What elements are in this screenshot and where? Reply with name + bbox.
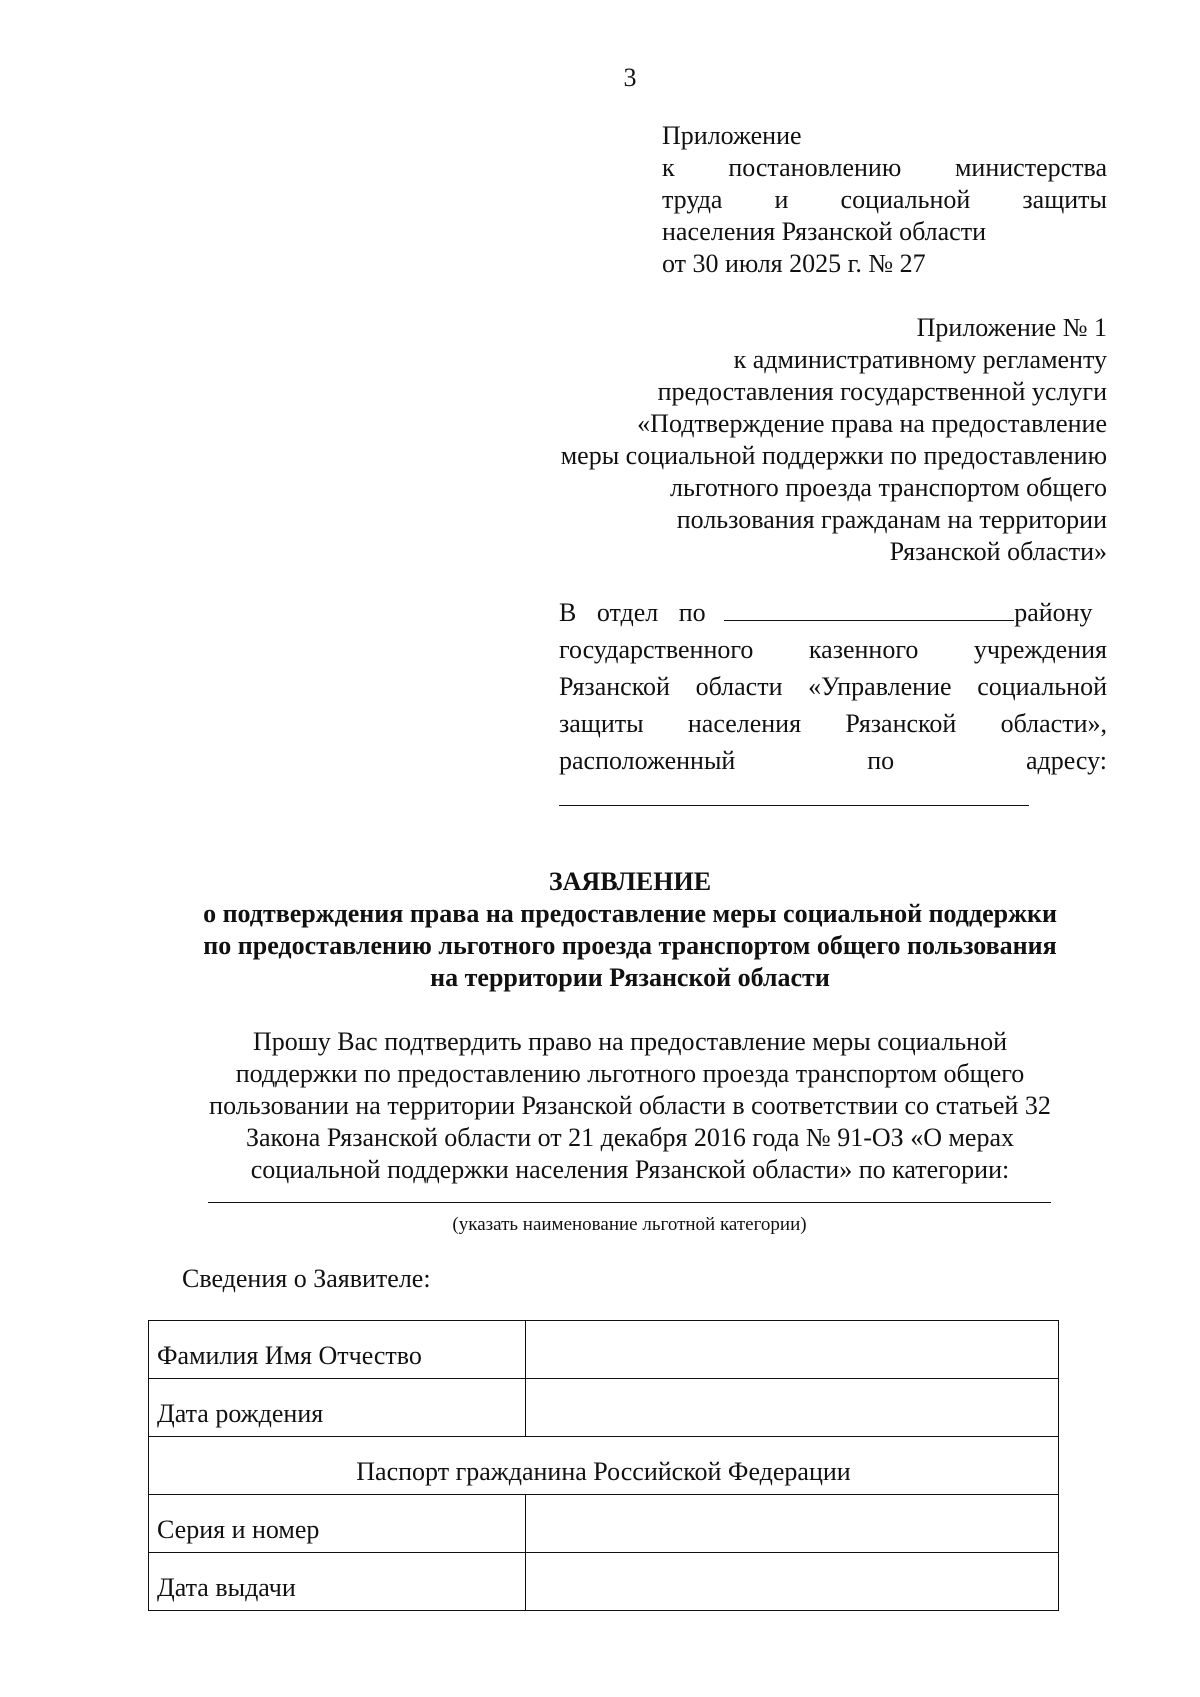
addressee-block [559,594,1107,806]
category-hint: (указать наименование льготной категории) [452,1214,807,1235]
annex-header-date: от 30 июля 2025 г. № 27 [662,249,926,278]
table-row [149,1495,1059,1553]
regulation-annex-line: предоставления государственной услуги [657,377,1107,406]
series-number-field[interactable] [526,1495,1059,1553]
full-name-field[interactable] [526,1321,1059,1379]
document-title [145,866,1115,994]
request-line: поддержки по предоставлению льготного проезда транспортом общего [235,1059,1025,1088]
addressee-line: государственного казенного учреждения [559,635,1107,664]
title-subline: по предоставлению льготного проезда транспортом общего пользования [203,931,1057,960]
annex-header-line: Приложение [662,121,802,150]
passport-section-header: Паспорт гражданина Российской Федерации [149,1437,1059,1495]
issue-date-label: Дата выдачи [149,1553,526,1611]
regulation-annex-line: Приложение № 1 [916,313,1107,342]
addressee-prefix: В отдел по [559,598,706,627]
address-blank-line [559,779,1029,806]
request-line: Закона Рязанской области от 21 декабря 2016 года № 91-ОЗ «О мерах [245,1123,1015,1152]
addressee-line: защиты населения Рязанской области», [559,709,1107,738]
request-line: Прошу Вас подтвердить право на предоставление меры социальной [253,1027,1007,1056]
table-row [149,1553,1059,1611]
request-line: пользовании на территории Рязанской области в соответствии со статьей 32 [209,1091,1051,1120]
category-blank-line [208,1202,1051,1203]
birth-date-label: Дата рождения [149,1379,526,1437]
applicant-table [148,1320,1059,1611]
regulation-annex-line: пользования гражданам на территории [676,505,1107,534]
request-line: социальной поддержки населения Рязанской области» по категории: [250,1155,1010,1184]
regulation-annex-line: меры социальной поддержки по предоставлению [560,441,1107,470]
addressee-line: расположенный по адресу: [559,746,1107,775]
issue-date-field[interactable] [526,1553,1059,1611]
birth-date-field[interactable] [526,1379,1059,1437]
annex-header-line: населения Рязанской области [662,217,986,246]
regulation-annex-line: к административному регламенту [733,345,1107,374]
title-subline: на территории Рязанской области [430,963,830,992]
addressee-line: Рязанской области «Управление социальной [559,672,1107,701]
regulation-annex-line: льготного проезда транспортом общего [670,473,1107,502]
regulation-annex-line: «Подтверждение права на предоставление [637,409,1107,438]
page-number: 3 [623,63,637,92]
annex-header-line: к постановлению министерства [662,153,1107,182]
table-row [149,1321,1059,1379]
addressee-line-district [559,594,1107,631]
request-paragraph [160,1026,1100,1186]
regulation-annex-line: Рязанской области» [889,537,1107,566]
district-blank-line [724,596,1014,621]
full-name-label: Фамилия Имя Отчество [149,1321,526,1379]
title-heading: ЗАЯВЛЕНИЕ [548,867,712,896]
regulation-annex [467,312,1107,568]
series-number-label: Серия и номер [149,1495,526,1553]
annex-header-line: труда и социальной защиты [662,185,1107,214]
addressee-suffix: району [1014,598,1093,627]
title-subline: о подтверждения права на предоставление меры социальной поддержки [203,899,1057,928]
table-row [149,1437,1059,1495]
applicant-section-label: Сведения о Заявителе: [182,1264,431,1293]
table-row [149,1379,1059,1437]
annex-header [662,120,1107,280]
